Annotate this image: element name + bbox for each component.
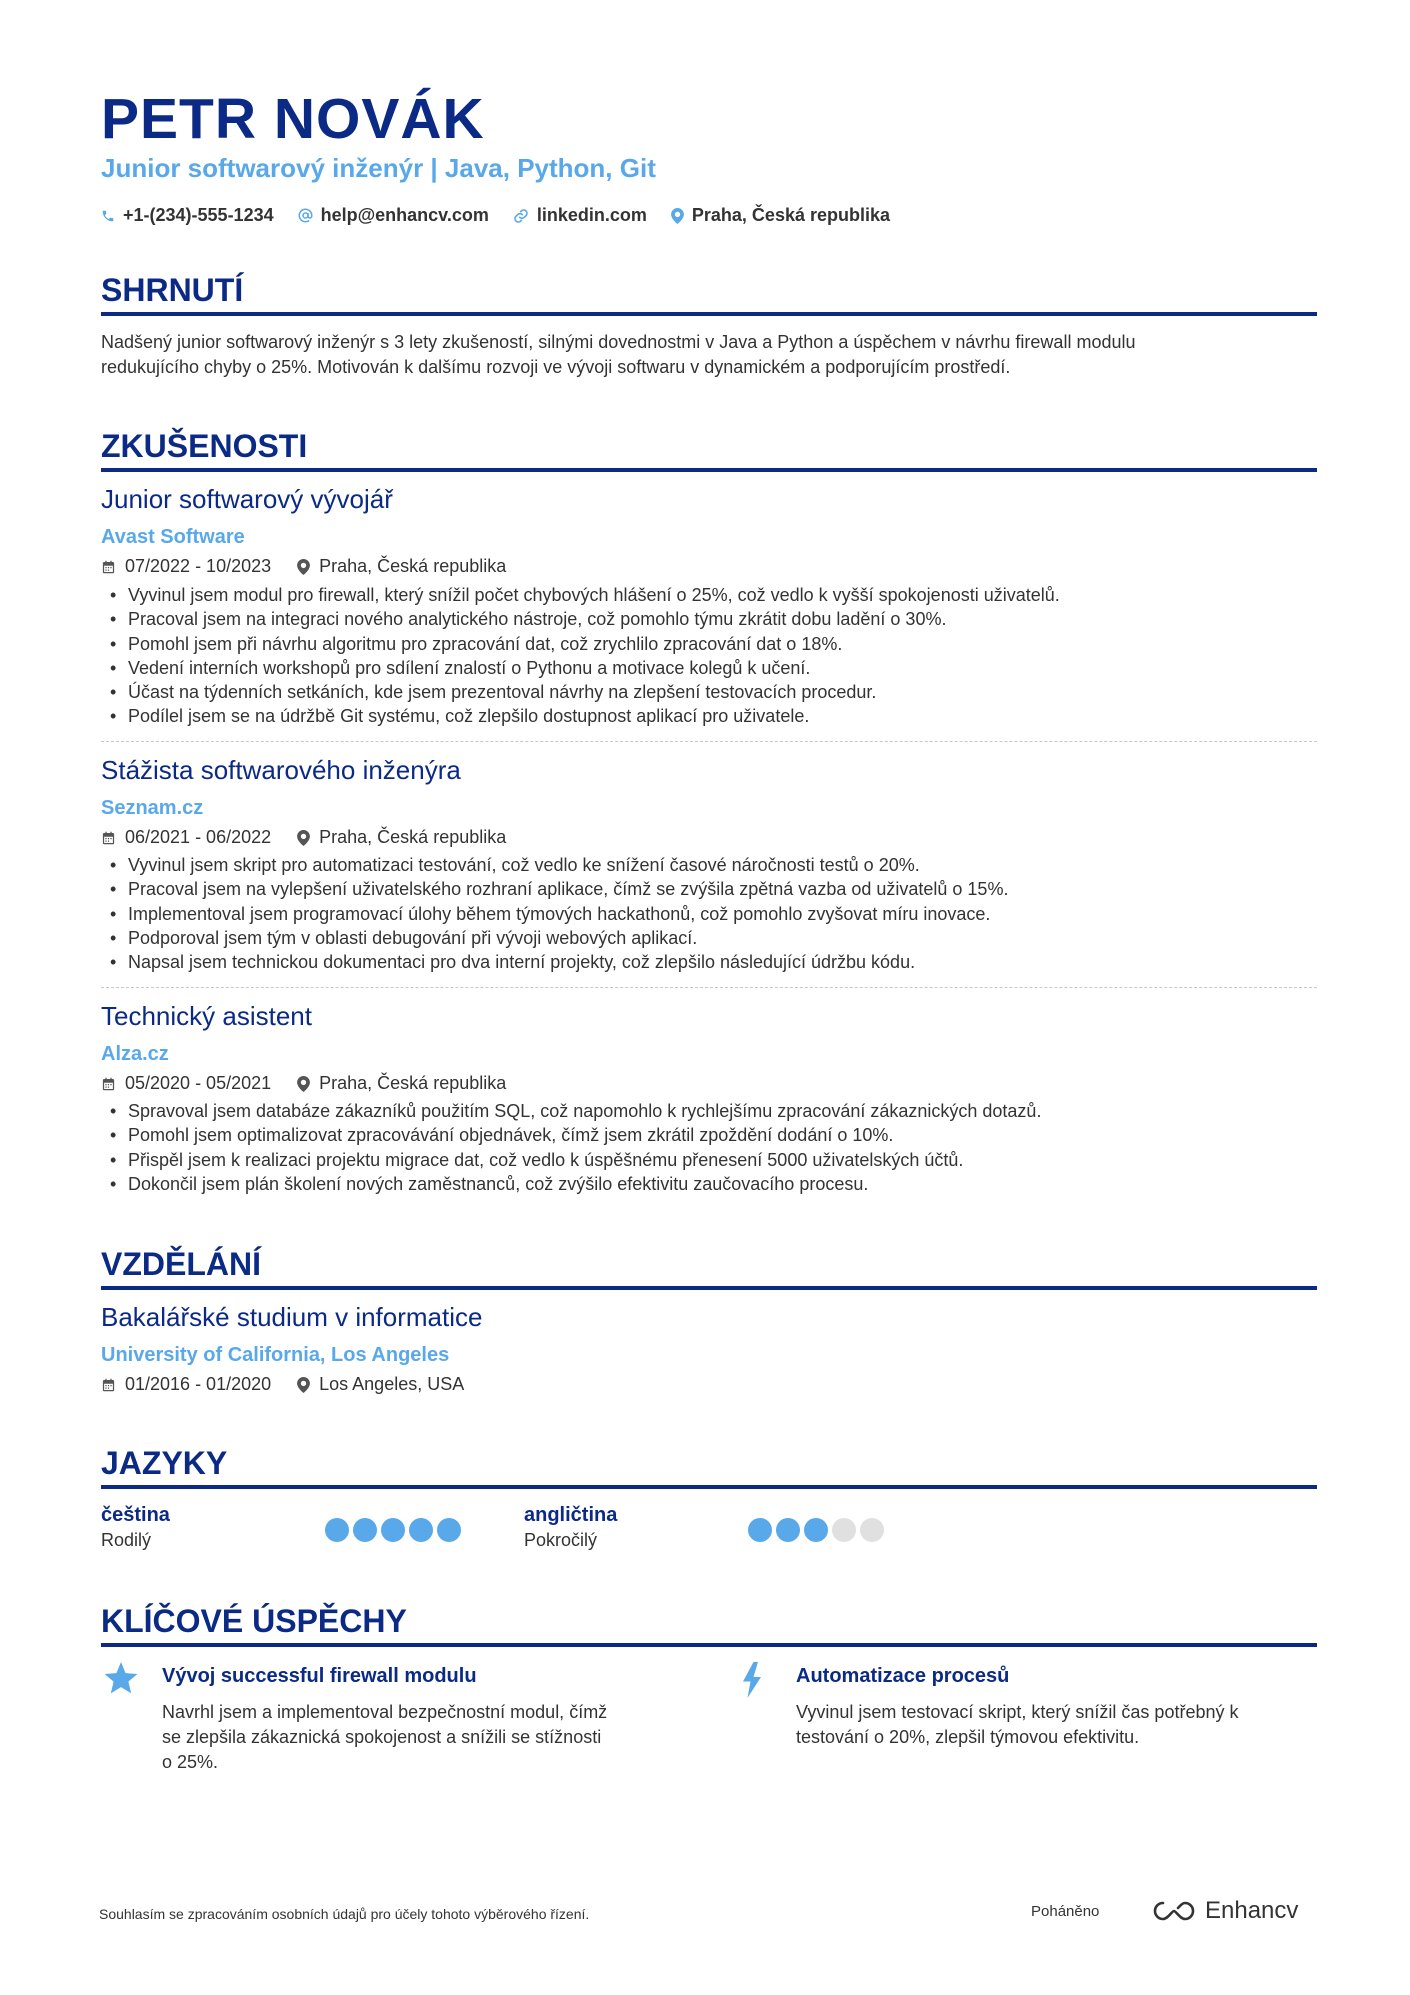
job-location: Praha, Česká republika (297, 1073, 506, 1094)
list-item: • Vyvinul jsem skript pro automatizaci testování, což vedlo ke snížení časové náročnosti testů o 20%. (101, 853, 1008, 877)
summary-line: redukujícího chyby o 25%. Motivován k dalšímu rozvoji ve vývoji softwaru v dynamickém a podporujícím prostředí. (101, 357, 1011, 377)
section-rule (101, 468, 1317, 472)
list-item: • Podporoval jsem tým v oblasti debugování při vývoji webových aplikací. (101, 926, 1008, 950)
education-location: Los Angeles, USA (297, 1374, 464, 1395)
job-title: Technický asistent (101, 1001, 312, 1031)
section-title-summary: SHRNUTÍ (101, 272, 244, 308)
rating-dot-filled (804, 1518, 828, 1542)
lightning-icon (741, 1662, 763, 1698)
list-item: • Pomohl jsem při návrhu algoritmu pro zpracování dat, což zrychlilo zpracování dat o 18%. (101, 632, 1060, 656)
list-item: • Dokončil jsem plán školení nových zaměstnanců, což zvýšilo efektivitu zaučovacího procesu. (101, 1172, 1041, 1196)
job-meta (101, 827, 532, 848)
job-meta (101, 556, 532, 577)
achievement-title: Automatizace procesů (796, 1665, 1010, 1687)
linkedin-text: linkedin.com (536, 205, 647, 225)
rating-dot-filled (381, 1518, 405, 1542)
contact-linkedin[interactable] (513, 205, 647, 226)
degree-title: Bakalářské studium v informatice (101, 1302, 483, 1332)
section-rule (101, 312, 1317, 316)
language-level: Rodilý (101, 1530, 152, 1550)
rating-dot-filled (409, 1518, 433, 1542)
consent-note: Souhlasím se zpracováním osobních údajů pro účely tohoto výběrového řízení. (99, 1906, 590, 1922)
company-name: Seznam.cz (101, 797, 204, 819)
list-item: • Pracoval jsem na vylepšení uživatelského rozhraní aplikace, čímž se zvýšila zpětná vazba od uživatelů o 15%. (101, 877, 1008, 901)
education-meta (101, 1374, 490, 1395)
job-dates: 05/2020 - 05/2021 (101, 1073, 271, 1094)
section-title-experience: ZKUŠENOSTI (101, 428, 308, 464)
rating-dot-filled (748, 1518, 772, 1542)
job-location: Praha, Česká republika (297, 827, 506, 848)
job-bullets (101, 853, 1008, 974)
job-dates: 07/2022 - 10/2023 (101, 556, 271, 577)
contact-phone[interactable] (101, 205, 274, 226)
job-title: Junior softwarový vývojář (101, 484, 393, 514)
rating-dot-filled (437, 1518, 461, 1542)
candidate-name: PETR NOVÁK (101, 87, 485, 151)
list-item: • Vedení interních workshopů pro sdílení znalostí o Pythonu a motivace kolegů k učení. (101, 656, 1060, 680)
link-icon (513, 208, 529, 224)
calendar-icon (101, 559, 116, 575)
job-bullets (101, 583, 1060, 729)
location-text: Praha, Česká republika (691, 205, 891, 225)
job-dates: 06/2021 - 06/2022 (101, 827, 271, 848)
company-name: Alza.cz (101, 1043, 169, 1065)
rating-dot-empty (860, 1518, 884, 1542)
job-bullets (101, 1099, 1041, 1196)
rating-dot-filled (353, 1518, 377, 1542)
list-item: • Podílel jsem se na údržbě Git systému, což zlepšilo dostupnost aplikací pro uživatele. (101, 704, 1060, 728)
rating-dot-filled (776, 1518, 800, 1542)
list-item: • Napsal jsem technickou dokumentaci pro dva interní projekty, což zlepšilo následující údržbu kódu. (101, 950, 1008, 974)
phone-icon (101, 209, 115, 223)
summary-line: Nadšený junior softwarový inženýr s 3 lety zkušeností, silnými dovednostmi v Java a Python a úspěchem v návrhu firewall modulu (101, 332, 1136, 352)
map-pin-icon (297, 559, 310, 575)
company-name: Avast Software (101, 526, 245, 548)
list-item: • Implementoval jsem programovací úlohy během týmových hackathonů, což pomohlo zvyšovat míru inovace. (101, 902, 1008, 926)
section-title-education: VZDĚLÁNÍ (101, 1246, 261, 1282)
email-text: help@enhancv.com (320, 205, 489, 225)
section-rule (101, 1643, 1317, 1647)
rating-dot-filled (325, 1518, 349, 1542)
map-pin-icon (671, 208, 684, 224)
section-rule (101, 1485, 1317, 1489)
job-divider (101, 741, 1317, 742)
achievement-description: Navrhl jsem a implementoval bezpečnostní modul, čímž se zlepšila zákaznická spokojenost a snížili se stížnosti o 25%. (162, 1702, 608, 1772)
map-pin-icon (297, 1076, 310, 1092)
list-item: • Účast na týdenních setkáních, kde jsem prezentoval návrhy na zlepšení testovacích procedur. (101, 680, 1060, 704)
list-item: • Pomohl jsem optimalizovat zpracovávání objednávek, čímž jsem zkrátil zpoždění dodání o 10%. (101, 1123, 1041, 1147)
candidate-headline: Junior softwarový inženýr | Java, Python, Git (101, 153, 656, 183)
calendar-icon (101, 1076, 116, 1092)
language-name: čeština (101, 1504, 170, 1526)
section-title-achievements: KLÍČOVÉ ÚSPĚCHY (101, 1603, 407, 1639)
list-item: • Vyvinul jsem modul pro firewall, který snížil počet chybových hlášení o 25%, což vedlo k vyšší spokojenosti uživatelů. (101, 583, 1060, 607)
job-divider (101, 987, 1317, 988)
list-item: • Pracoval jsem na integraci nového analytického nástroje, což pomohlo týmu zkrátit dobu ladění o 30%. (101, 607, 1060, 631)
contact-bar (101, 205, 914, 226)
section-title-languages: JAZYKY (101, 1445, 228, 1481)
section-rule (101, 1286, 1317, 1290)
list-item: • Spravoval jsem databáze zákazníků použitím SQL, což napomohlo k rychlejšímu zpracování zákaznických dotazů. (101, 1099, 1041, 1123)
infinity-logo-icon (1151, 1899, 1197, 1923)
map-pin-icon (297, 1377, 310, 1393)
achievement-title: Vývoj successful firewall modulu (162, 1665, 477, 1687)
map-pin-icon (297, 830, 310, 846)
brand-logo[interactable] (1151, 1897, 1298, 1925)
job-meta (101, 1073, 532, 1094)
language-level: Pokročilý (524, 1530, 598, 1550)
calendar-icon (101, 830, 116, 846)
language-rating (325, 1518, 465, 1542)
at-sign-icon (298, 208, 313, 223)
school-name: University of California, Los Angeles (101, 1344, 450, 1366)
powered-by-label: Poháněno (1031, 1903, 1100, 1920)
language-rating (748, 1518, 888, 1542)
list-item: • Přispěl jsem k realizaci projektu migrace dat, což vedlo k úspěšnému přenesení 5000 uživatelských účtů. (101, 1148, 1041, 1172)
job-title: Stážista softwarového inženýra (101, 755, 461, 785)
contact-location (671, 205, 890, 226)
education-dates: 01/2016 - 01/2020 (101, 1374, 271, 1395)
brand-name: Enhancv (1205, 1897, 1299, 1924)
summary-text (101, 330, 1317, 380)
language-name: angličtina (524, 1504, 618, 1526)
job-location: Praha, Česká republika (297, 556, 506, 577)
rating-dot-empty (832, 1518, 856, 1542)
achievement-description: Vyvinul jsem testovací skript, který snížil čas potřebný k testování o 20%, zlepšil týmovou efektivitu. (796, 1702, 1239, 1747)
star-icon (103, 1662, 139, 1696)
calendar-icon (101, 1377, 116, 1393)
phone-text: +1-(234)-555-1234 (123, 205, 274, 225)
contact-email[interactable] (298, 205, 489, 226)
